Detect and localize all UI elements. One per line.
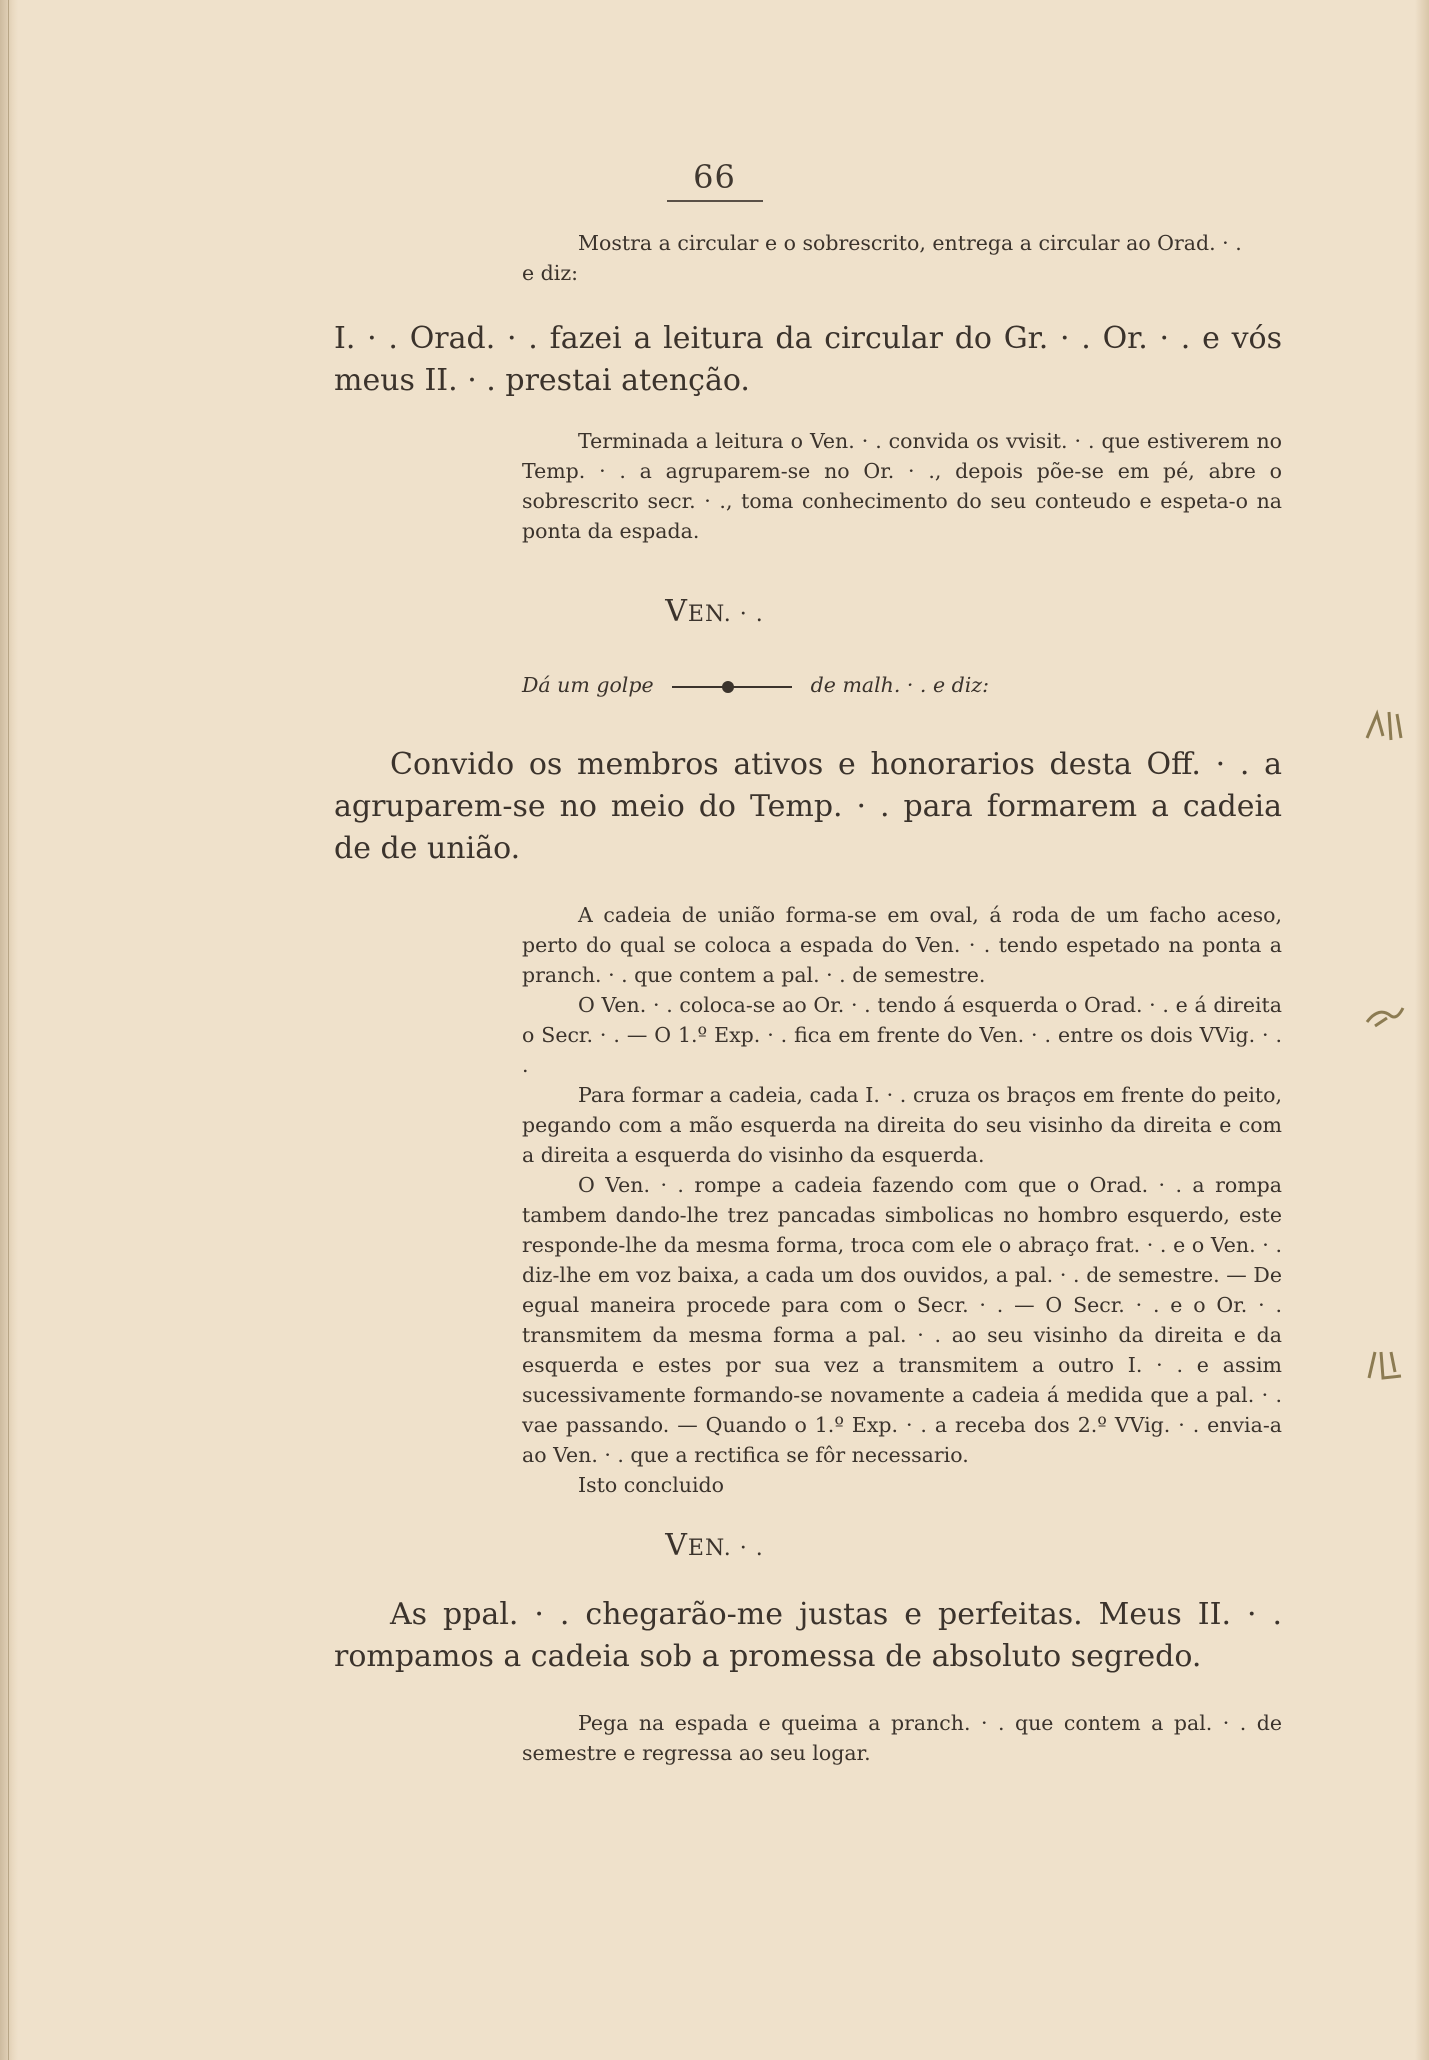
page-number [0, 158, 1429, 202]
speaker-heading-2 [0, 1528, 1429, 1563]
speaker-heading-1 [0, 594, 1429, 629]
stage-direction-5 [522, 1708, 1282, 1768]
speaker-heading-1-initial: V [665, 594, 688, 629]
stage-direction-3 [522, 670, 1282, 700]
margin-ornament-icon-1 [1361, 706, 1407, 746]
dialogue-1-text: I. · . Orad. · . fazei a leitura da circular do Gr. · . Or. · . e vós meus II. · . prestai atenção. [334, 321, 1282, 398]
speaker-heading-1-rest: EN. · . [687, 602, 764, 627]
stage-direction-4-para-3: Para formar a cadeia, cada I. · . cruza os braços em frente do peito, pegando com a mão esquerda na direita do seu visinho da direita e com a direita a esquerda do visinho da esquerda. [522, 1083, 1282, 1167]
stage-direction-4 [522, 900, 1282, 1500]
dialogue-3-text: As ppal. · . chegarão-me justas e perfeitas. Meus II. · . rompamos a cadeia sob a promessa de absoluto segredo. [334, 1597, 1282, 1674]
margin-ornament-icon-3 [1361, 1344, 1407, 1384]
dialogue-2-text: Convido os membros ativos e honorarios desta Off. · . a agruparem-se no meio do Temp. · . para formarem a cadeia de de união. [334, 747, 1282, 866]
dialogue-2 [334, 744, 1282, 870]
stage-direction-1-line-1: Mostra a circular e o sobrescrito, entrega a circular ao Orad. · . [578, 231, 1242, 255]
stage-direction-1-line-2: e diz: [522, 261, 579, 285]
stage-direction-3-after: de malh. · . e diz: [810, 673, 989, 697]
stage-direction-4-para-2: O Ven. · . coloca-se ao Or. · . tendo á esquerda o Orad. · . e á direita o Secr. · . — O 1.º Exp. · . fica em frente do Ven. · . entre os dois VVig. · . . [522, 993, 1282, 1077]
stage-direction-3-before: Dá um golpe [522, 673, 654, 697]
stage-direction-1 [522, 228, 1282, 288]
page-right-edge [1415, 0, 1429, 2060]
mallet-icon [672, 680, 792, 694]
stage-direction-4-para-1: A cadeia de união forma-se em oval, á roda de um facho aceso, perto do qual se coloca a espada do Ven. · . tendo espetado na ponta a pranch. · . que contem a pal. · . de semestre. [522, 903, 1282, 987]
margin-ornament-icon-2 [1361, 996, 1407, 1036]
stage-direction-4-para-5: Isto concluido [578, 1473, 725, 1497]
page-binding-edge [0, 0, 18, 2060]
page-number-text: 66 [693, 158, 736, 196]
stage-direction-5-text: Pega na espada e queima a pranch. · . que contem a pal. · . de semestre e regressa ao seu logar. [522, 1711, 1282, 1765]
dialogue-3 [334, 1594, 1282, 1678]
speaker-heading-2-rest: EN. · . [687, 1536, 764, 1561]
speaker-heading-2-initial: V [665, 1528, 688, 1563]
stage-direction-2-text: Terminada a leitura o Ven. · . convida os vvisit. · . que estiverem no Temp. · . a agruparem-se no Or. · ., depois põe-se em pé, abre o sobrescrito secr. · ., toma conhecimento do seu conteudo e espeta-o na ponta da espada. [522, 429, 1282, 543]
stage-direction-2 [522, 426, 1282, 546]
page-number-rule [667, 200, 763, 202]
stage-direction-4-para-4: O Ven. · . rompe a cadeia fazendo com que o Orad. · . a rompa tambem dando-lhe trez pancadas simbolicas no hombro esquerdo, este responde-lhe da mesma forma, troca com ele o abraço frat. · . e o Ven. · . diz-lhe em voz baixa, a cada um dos ouvidos, a pal. · . de semestre. — De egual maneira procede para com o Secr. · . — O Secr. · . e o Or. · . transmitem da mesma forma a pal. · . ao seu visinho da direita e da esquerda e estes por sua vez a transmitem a outro I. · . e assim sucessivamente formando-se novamente a cadeia á medida que a pal. · . vae passando. — Quando o 1.º Exp. · . a receba dos 2.º VVig. · . envia-a ao Ven. · . que a rectifica se fôr necessario. [522, 1173, 1282, 1467]
dialogue-1 [334, 318, 1282, 402]
